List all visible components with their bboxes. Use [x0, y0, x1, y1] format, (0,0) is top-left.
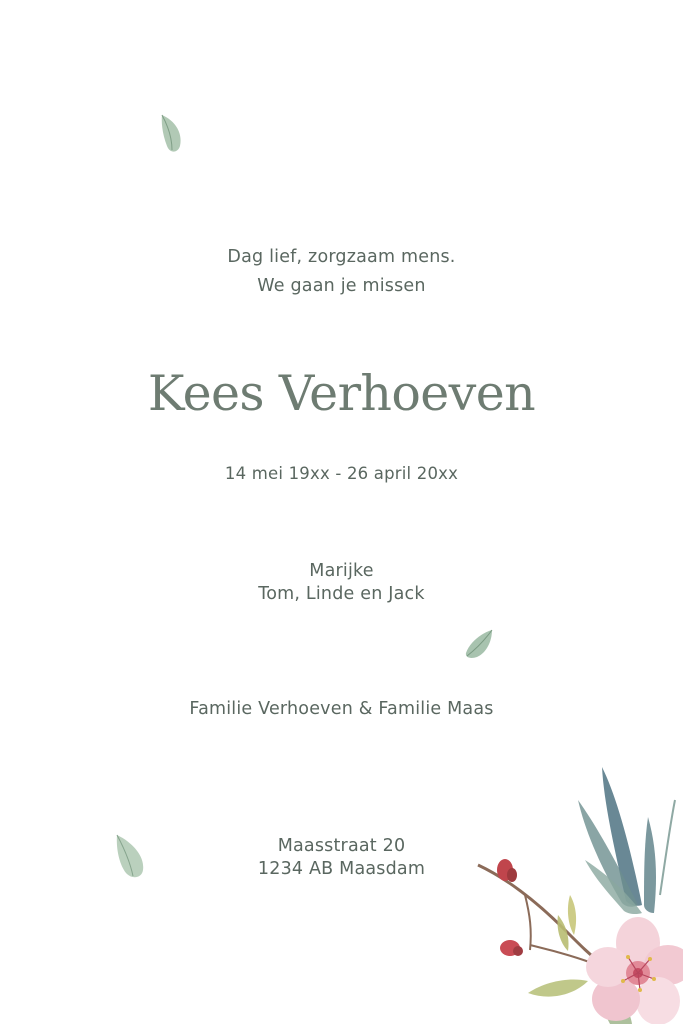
blossom-branch-icon — [470, 755, 683, 1024]
tagline-line-1: Dag lief, zorgzaam mens. — [227, 247, 456, 267]
close-family-line-2: Tom, Linde en Jack — [258, 584, 425, 604]
leaf-icon — [462, 627, 496, 661]
tagline — [0, 243, 683, 301]
life-dates: 14 mei 19xx - 26 april 20xx — [224, 464, 459, 483]
extended-family: Familie Verhoeven & Familie Maas — [189, 699, 494, 719]
deceased-name: Kees Verhoeven — [147, 365, 536, 422]
address-city: 1234 AB Maasdam — [257, 859, 426, 879]
leaf-icon — [158, 112, 186, 156]
close-family — [0, 560, 683, 606]
tagline-line-2: We gaan je missen — [257, 276, 426, 296]
address-street: Maasstraat 20 — [277, 836, 406, 856]
close-family-line-1: Marijke — [309, 561, 374, 581]
